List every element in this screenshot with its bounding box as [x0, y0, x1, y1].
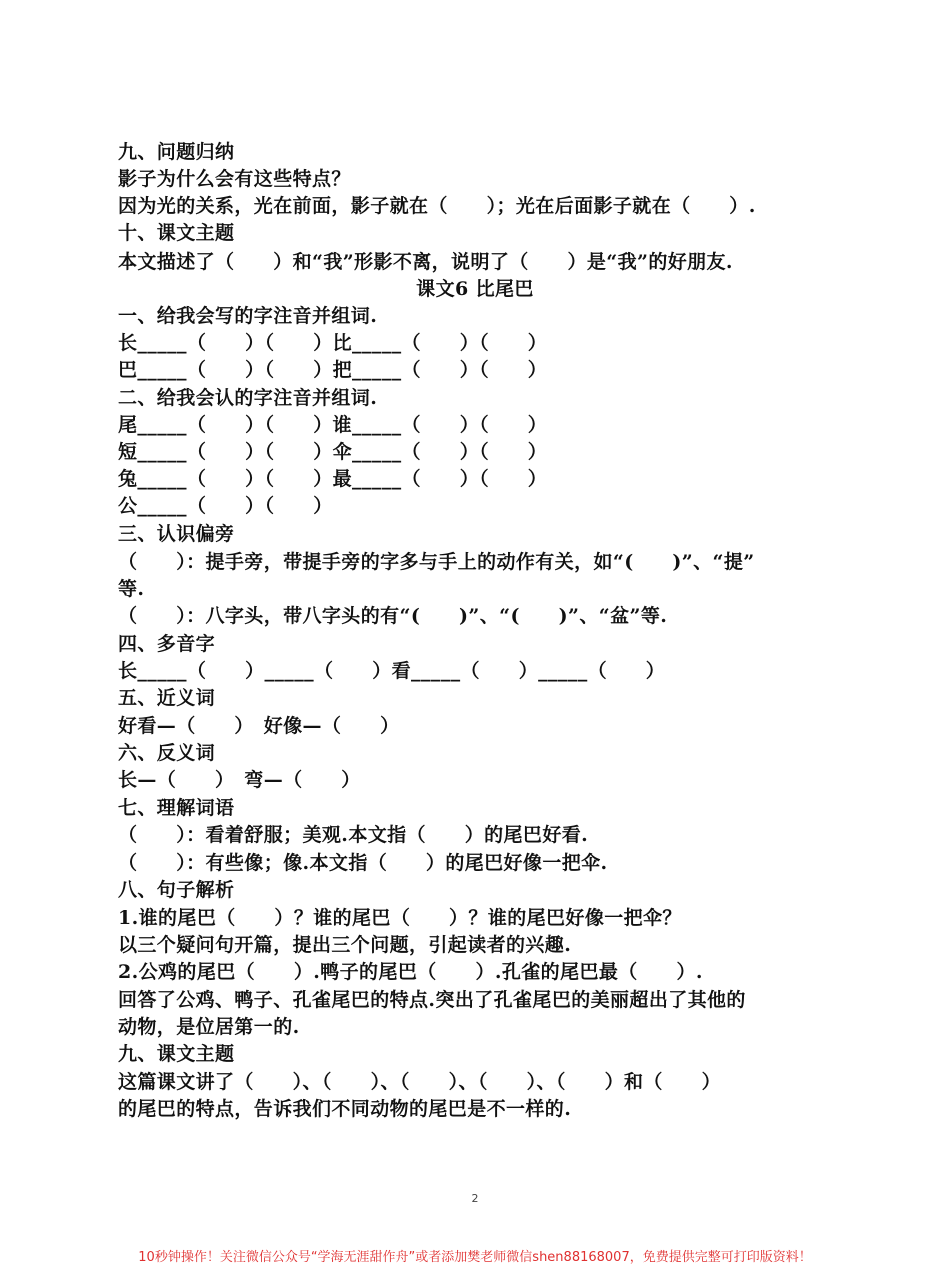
- synonym-row: 好看—（ ） 好像—（ ）: [118, 715, 400, 737]
- radical-line: （ ）：提手旁，带提手旁的字多与手上的动作有关，如“( )”、“提”: [118, 551, 755, 573]
- heading-recognize-chars: 二、给我会认的字注音并组词.: [118, 387, 378, 409]
- promo-footer: 10秒钟操作！关注微信公众号“学海无涯甜作舟”或者添加樊老师微信shen88168007，免费提供完整可打印版资料！: [138, 1250, 812, 1265]
- char-row: 尾_____（ ）（ ）谁_____（ ）（ ）: [118, 414, 548, 436]
- polyphone-row: 长_____（ ）_____（ ）看_____（ ）_____（ ）: [118, 660, 666, 682]
- char-row: 长_____（ ）（ ）比_____（ ）（ ）: [118, 332, 548, 354]
- theme-line: 的尾巴的特点，告诉我们不同动物的尾巴是不一样的.: [118, 1098, 572, 1120]
- lesson-title: 课文6 比尾巴: [416, 278, 534, 300]
- heading-vocabulary: 七、理解词语: [118, 797, 235, 819]
- heading-text-theme: 十、课文主题: [118, 222, 235, 244]
- sentence-line: 以三个疑问句开篇，提出三个问题，引起读者的兴趣.: [118, 934, 572, 956]
- heading-problem-summary: 九、问题归纳: [118, 141, 235, 163]
- sentence-line: 2.公鸡的尾巴（ ）.鸭子的尾巴（ ）.孔雀的尾巴最（ ）.: [118, 961, 703, 983]
- heading-synonyms: 五、近义词: [118, 687, 216, 709]
- vocabulary-line: （ ）：有些像；像.本文指（ ）的尾巴好像一把伞.: [118, 852, 608, 874]
- heading-radicals: 三、认识偏旁: [118, 523, 235, 545]
- heading-text-theme-2: 九、课文主题: [118, 1043, 235, 1065]
- fill-blank-line: 因为光的关系，光在前面，影子就在（ ）；光在后面影子就在（ ）.: [118, 195, 756, 217]
- char-row: 兔_____（ ）（ ）最_____（ ）（ ）: [118, 468, 548, 490]
- antonym-row: 长—（ ） 弯—（ ）: [118, 769, 361, 791]
- theme-line: 这篇课文讲了（ ）、（ ）、（ ）、（ ）、（ ）和（ ）: [118, 1071, 722, 1093]
- char-row: 公_____（ ）（ ）: [118, 495, 333, 517]
- fill-blank-line: 本文描述了（ ）和“我”形影不离，说明了（ ）是“我”的好朋友.: [118, 251, 733, 273]
- radical-line-cont: 等.: [118, 578, 145, 600]
- page-number: 2: [471, 1192, 479, 1205]
- heading-polyphones: 四、多音字: [118, 633, 216, 655]
- heading-sentence-analysis: 八、句子解析: [118, 879, 235, 901]
- char-row: 短_____（ ）（ ）伞_____（ ）（ ）: [118, 441, 548, 463]
- radical-line: （ ）：八字头，带八字头的有“( )”、“( )”、“盆”等.: [118, 605, 668, 627]
- sentence-line: 动物，是位居第一的.: [118, 1016, 300, 1038]
- sentence-line: 回答了公鸡、鸭子、孔雀尾巴的特点.突出了孔雀尾巴的美丽超出了其他的: [118, 989, 746, 1011]
- heading-antonyms: 六、反义词: [118, 742, 216, 764]
- question-line: 影子为什么会有这些特点？: [118, 168, 351, 190]
- heading-write-chars: 一、给我会写的字注音并组词.: [118, 305, 378, 327]
- vocabulary-line: （ ）：看着舒服；美观.本文指（ ）的尾巴好看.: [118, 824, 589, 846]
- sentence-line: 1.谁的尾巴（ ）？谁的尾巴（ ）？谁的尾巴好像一把伞？: [118, 907, 682, 929]
- char-row: 巴_____（ ）（ ）把_____（ ）（ ）: [118, 359, 548, 381]
